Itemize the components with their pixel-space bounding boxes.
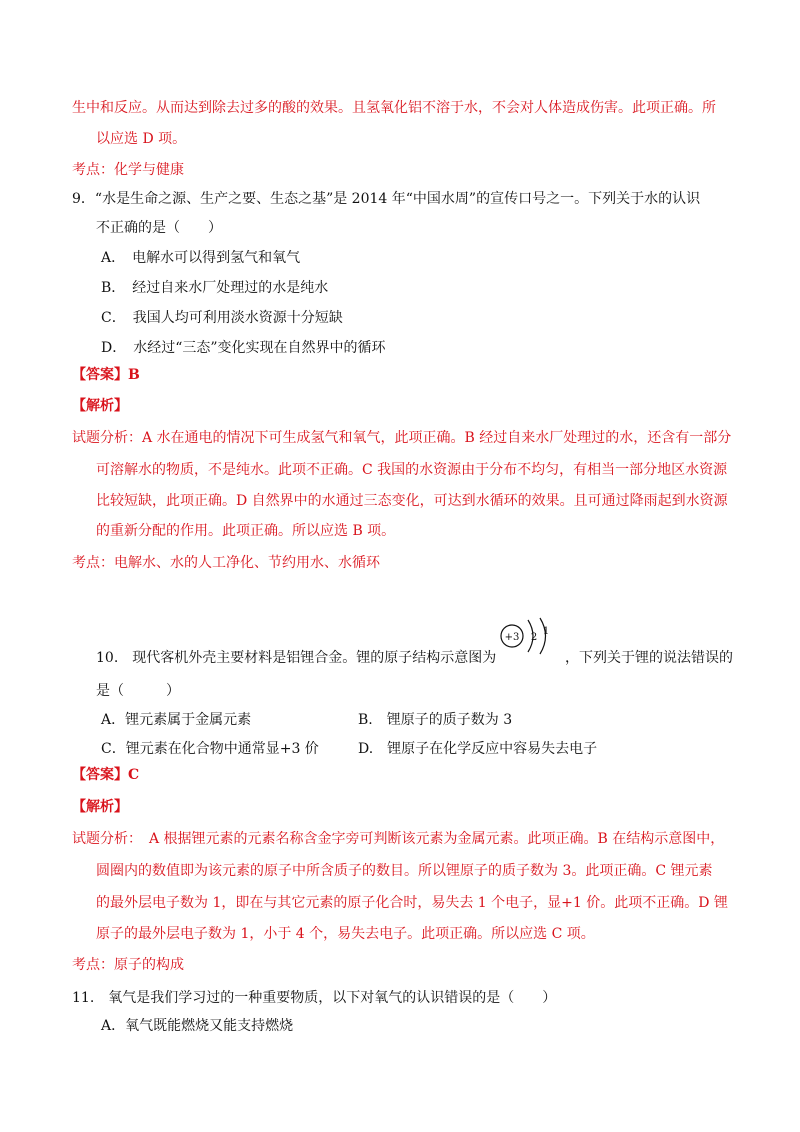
q9-analysis-line: 试题分析：A 水在通电的情况下可生成氢气和氧气，此项正确。B 经过自来水厂处理过的水，还含有一部分 (72, 430, 732, 446)
q9-option-b: B． 经过自来水厂处理过的水是纯水 (101, 280, 329, 296)
q9-option-c: C． 我国人均可利用淡水资源十分短缺 (101, 310, 343, 326)
q10-analysis-line: 圆圈内的数值即为该元素的原子中所含质子的数目。所以锂原子的质子数为 3。此项正确。C 锂元素 (96, 863, 713, 879)
q10-kaodian: 考点：原子的构成 (72, 957, 184, 973)
q10-option-c: C．锂元素在化合物中通常显+3 价 (101, 741, 319, 757)
q10-option-d: D. 锂原子在化学反应中容易失去电子 (358, 741, 598, 757)
q10-analysis-line: 试题分析： A 根据锂元素的元素名称含金字旁可判断该元素为金属元素。此项正确。B 在结构示意图中， (72, 831, 725, 847)
q11-stem: 11. 氧气是我们学习过的一种重要物质，以下对氧气的认识错误的是（ ） (72, 990, 557, 1006)
answer-label: 【答案】 (72, 767, 128, 783)
answer-value: B (128, 367, 140, 383)
q9-analysis-line: 比较短缺，此项正确。D 自然界中的水通过三态变化，可达到水循环的效果。且可通过降雨起到水资源 (96, 493, 728, 509)
q9-kaodian: 考点：电解水、水的人工净化、节约用水、水循环 (72, 555, 380, 571)
shell-1-electrons: 2 (530, 632, 538, 643)
q8-analysis-line: 以应选 D 项。 (96, 131, 187, 147)
q10-stem: 是（ ） (96, 683, 180, 699)
q8-analysis-line: 生中和反应。从而达到除去过多的酸的效果。且氢氧化铝不溶于水，不会对人体造成伤害。此项正确。所 (72, 100, 716, 116)
shell-2-electrons: 1 (542, 626, 550, 637)
q11-option-a: A．氧气既能燃烧又能支持燃烧 (101, 1018, 294, 1034)
q10-option-b: B. 锂原子的质子数为 3 (358, 712, 513, 728)
q9-option-d: D． 水经过“三态”变化实现在自然界中的循环 (101, 340, 386, 356)
q9-analysis-line: 可溶解水的物质，不是纯水。此项不正确。C 我国的水资源由于分布不均匀，有相当一部分地区水资源 (96, 462, 728, 478)
q9-analysis-label: 【解析】 (72, 398, 128, 414)
q10-analysis-line: 的最外层电子数为 1，即在与其它元素的原子化合时，易失去 1 个电子，显+1 价。此项不正确。D 锂 (96, 895, 728, 911)
q10-option-a: A．锂元素属于金属元素 (101, 712, 252, 728)
q9-answer (72, 365, 140, 385)
q9-stem: 不正确的是（ ） (96, 220, 222, 236)
q10-stem: 10. 现代客机外壳主要材料是铝锂合金。锂的原子结构示意图为 (96, 650, 497, 666)
q10-analysis-line: 原子的最外层电子数为 1，小于 4 个，易失去电子。此项正确。所以应选 C 项。 (96, 926, 595, 942)
answer-label: 【答案】 (72, 367, 128, 383)
q9-stem: 9．“水是生命之源、生产之要、生态之基”是 2014 年“中国水周”的宣传口号之一。下列关于水的认识 (72, 191, 701, 207)
q9-analysis-line: 的重新分配的作用。此项正确。所以应选 B 项。 (96, 523, 396, 539)
lithium-atom-diagram (498, 614, 558, 658)
q10-answer (72, 765, 139, 785)
q10-stem: ，下列关于锂的说法错误的 (565, 650, 733, 666)
q9-option-a: A． 电解水可以得到氢气和氧气 (101, 250, 301, 266)
nucleus-charge: +3 (504, 632, 520, 643)
q10-analysis-label: 【解析】 (72, 799, 128, 815)
q8-kaodian: 考点：化学与健康 (72, 162, 184, 178)
answer-value: C (128, 767, 140, 783)
